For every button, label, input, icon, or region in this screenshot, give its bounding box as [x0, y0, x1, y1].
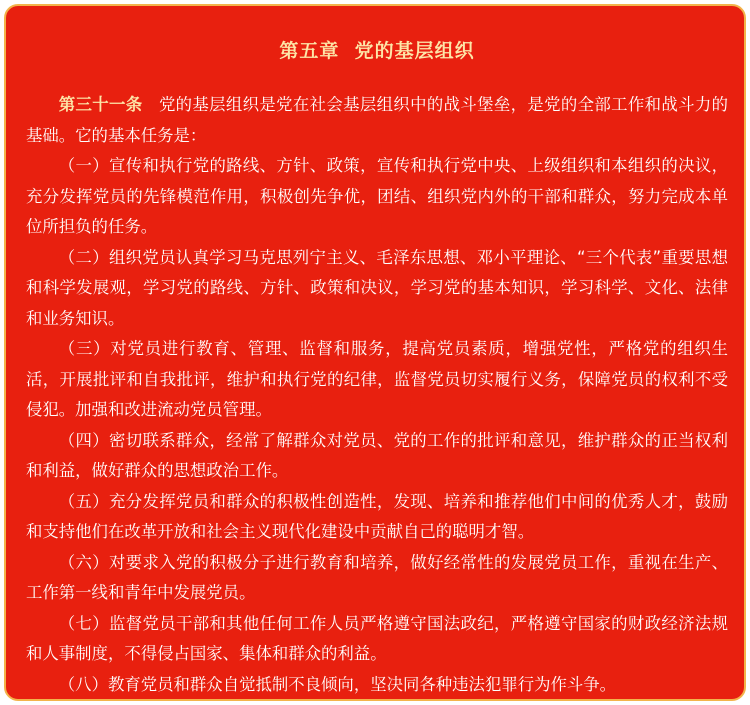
chapter-title: 第五章 党的基层组织	[279, 40, 475, 62]
task-item-5: （五）充分发挥党员和群众的积极性创造性，发现、培养和推荐他们中间的优秀人才，鼓励和支持他们在改革开放和社会主义现代化建设中贡献自己的聪明才智。	[26, 491, 728, 541]
task-item-4: （四）密切联系群众，经常了解群众对党员、党的工作的批评和意见，维护群众的正当权利和利益，做好群众的思想政治工作。	[26, 430, 728, 480]
article-label: 第三十一条	[58, 95, 143, 114]
task-item-7: （七）监督党员干部和其他任何工作人员严格遵守国法政纪，严格遵守国家的财政经济法规和人事制度，不得侵占国家、集体和群众的利益。	[26, 613, 728, 663]
task-item-3: （三）对党员进行教育、管理、监督和服务，提高党员素质，增强党性，严格党的组织生活，开展批评和自我批评，维护和执行党的纪律，监督党员切实履行义务，保障党员的权利不受侵犯。加强和改进流动党员管理。	[26, 339, 728, 419]
task-item-8: （八）教育党员和群众自觉抵制不良倾向，坚决同各种违法犯罪行为作斗争。	[58, 674, 617, 694]
document-panel	[4, 4, 746, 701]
article-intro-paragraph	[26, 90, 728, 151]
article-intro-text: 党的基层组织是党在社会基层组织中的战斗堡垒，是党的全部工作和战斗力的基础。它的基本任务是：	[26, 95, 729, 145]
article-content	[26, 90, 728, 700]
task-item-1: （一）宣传和执行党的路线、方针、政策，宣传和执行党中央、上级组织和本组织的决议，充分发挥党员的先锋模范作用，积极创先争优，团结、组织党内外的干部和群众，努力完成本单位所担负的任务。	[26, 156, 728, 236]
task-item-6: （六）对要求入党的积极分子进行教育和培养，做好经常性的发展党员工作，重视在生产、工作第一线和青年中发展党员。	[26, 552, 728, 602]
task-item-2: （二）组织党员认真学习马克思列宁主义、毛泽东思想、邓小平理论、“三个代表”重要思想和科学发展观，学习党的路线、方针、政策和决议，学习党的基本知识，学习科学、文化、法律和业务知识。	[26, 247, 728, 328]
